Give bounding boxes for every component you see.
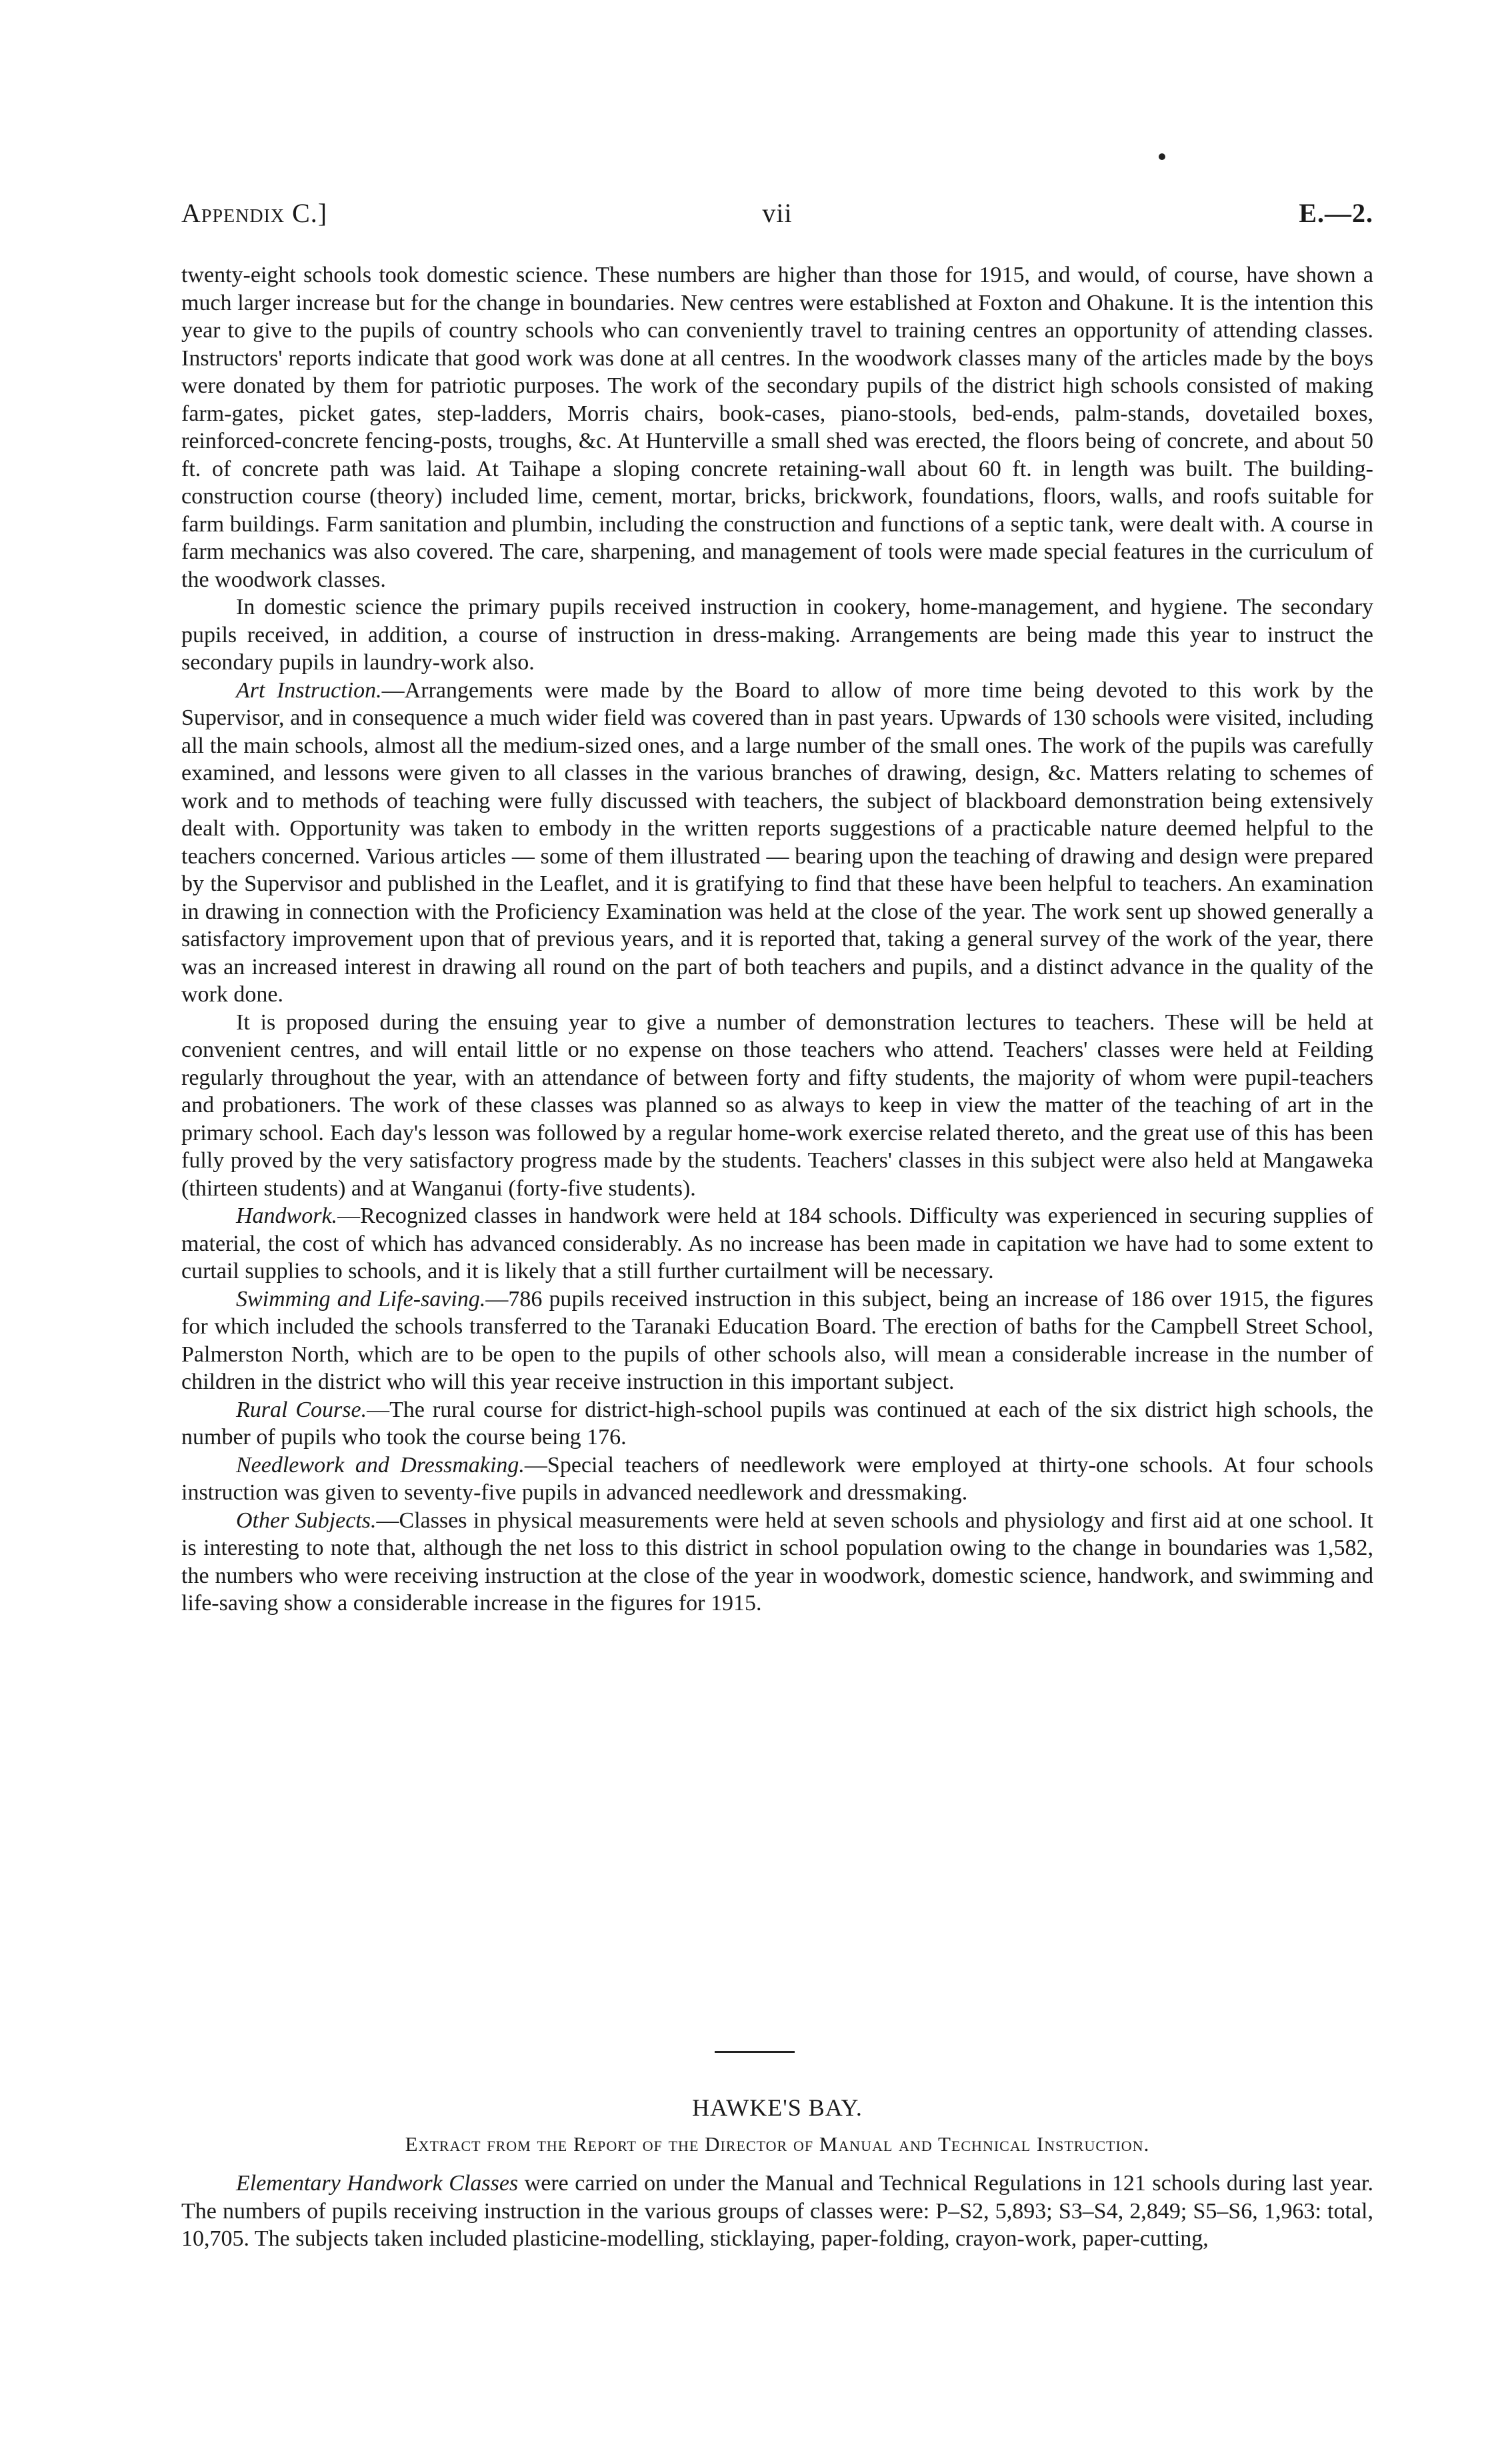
section-divider	[715, 2051, 795, 2053]
paragraph	[181, 593, 1373, 677]
stray-mark	[1159, 153, 1165, 160]
paragraph-heading: Other Subjects.	[236, 1508, 377, 1533]
paragraph-text: —The rural course for district-high-school pupils was continued at each of the six district high schools, the number of pupils who took the course being 176.	[181, 1397, 1373, 1450]
header-page-number: vii	[762, 198, 793, 228]
section-text	[181, 2170, 1373, 2253]
paragraph	[181, 261, 1373, 593]
paragraph	[181, 1009, 1373, 1203]
header-appendix: Appendix C.]	[181, 198, 328, 228]
paragraph-text: twenty-eight schools took domestic science. These numbers are higher than those for 1915, and would, of course, have shown a much larger increase but for the change in boundaries. New centres were established at Foxton and Ohakune. It is the intention this year to give to the pupils of country schools who can conveniently travel to training centres an opportunity of attending classes. Instructors' reports indicate that good work was done at all centres. In the woodwork classes many of the articles made by the boys were donated by them for patriotic purposes. The work of the secondary pupils of the district high schools consisted of making farm-gates, picket gates, step-ladders, Morris chairs, book-cases, piano-stools, bed-ends, palm-stands, dovetailed boxes, reinforced-concrete fencing-posts, troughs, &c. At Hunterville a small shed was erected, the floors being of concrete, and about 50 ft. of concrete path was laid. At Taihape a sloping concrete retaining-wall about 60 ft. in length was built. The building-construction course (theory) included lime, cement, mortar, bricks, brickwork, foundations, floors, walls, and roofs suitable for farm buildings. Farm sanitation and plumbin, including the construction and functions of a septic tank, were dealt with. A course in farm mechanics was also covered. The care, sharpening, and management of tools were made special features in the curriculum of the woodwork classes.	[181, 263, 1373, 592]
section-title: HAWKE'S BAY.	[692, 2094, 863, 2121]
paragraph	[181, 1286, 1373, 1396]
main-text	[181, 261, 1373, 1618]
paragraph-text: In domestic science the primary pupils received instruction in cookery, home-management, and hygiene. The secondary pupils received, in addition, a course of instruction in dress-making. Arrangements are being made this year to instruct the secondary pupils in laundry-work also.	[181, 595, 1373, 675]
paragraph	[181, 677, 1373, 1009]
paragraph-heading: Handwork.	[236, 1203, 338, 1228]
header-report-code: E.—2.	[1299, 198, 1373, 228]
paragraph-text: —Classes in physical measurements were held at seven schools and physiology and first aid at one school. It is interesting to note that, although the net loss to this district in school population owing to the change in boundaries was 1,582, the numbers who were receiving instruction at the close of the year in woodwork, domestic science, handwork, and swimming and life-saving show a considerable increase in the figures for 1915.	[181, 1508, 1373, 1616]
paragraph-text: were carried on under the Manual and Technical Regulations in 121 schools during last year. The numbers of pupils receiving instruction in the various groups of classes were: P–S2, 5,893; S3–S4, 2,849; S5–S6, 1,963: total, 10,705. The subjects taken included plasticine-modelling, sticklaying, paper-folding, crayon-work, paper-cutting,	[181, 2171, 1373, 2251]
paragraph-text: —Recognized classes in handwork were held at 184 schools. Difficulty was experienced in securing supplies of material, the cost of which has advanced considerably. As no increase has been made in capitation we have had to some extent to curtail supplies to schools, and it is likely that a still further curtailment will be necessary.	[181, 1203, 1373, 1284]
paragraph	[181, 2170, 1373, 2253]
paragraph-heading: Art Instruction.	[236, 677, 382, 703]
paragraph-text: —Special teachers of needlework were employed at thirty-one schools. At four schools instruction was given to seventy-five pupils in advanced needlework and dressmaking.	[181, 1452, 1373, 1505]
paragraph-heading: Rural Course.	[236, 1397, 367, 1422]
paragraph	[181, 1452, 1373, 1507]
paragraph-heading: Elementary Handwork Classes	[236, 2171, 519, 2196]
paragraph-heading: Needlework and Dressmaking.	[236, 1452, 525, 1478]
paragraph	[181, 1507, 1373, 1618]
section-subtitle: Extract from the Report of the Director of Manual and Technical Instruction.	[405, 2132, 1150, 2156]
paragraph-text: It is proposed during the ensuing year to give a number of demonstration lectures to teachers. These will be held at convenient centres, and will entail little or no expense on those teachers who attend. Teachers' classes were held at Feilding regularly throughout the year, with an attendance of between forty and fifty students, the majority of whom were pupil-teachers and probationers. The work of these classes was planned so as always to keep in view the matter of the teaching of art in the primary school. Each day's lesson was followed by a regular home-work exercise related thereto, and the great use of this has been fully proved by the very satisfactory progress made by the students. Teachers' classes in this subject were also held at Mangaweka (thirteen students) and at Wanganui (forty-five students).	[181, 1009, 1373, 1201]
paragraph	[181, 1202, 1373, 1286]
paragraph-text: —786 pupils received instruction in this subject, being an increase of 186 over 1915, the figures for which included the schools transferred to the Taranaki Education Board. The erection of baths for the Campbell Street School, Palmerston North, which are to be open to the pupils of other schools also, will mean a considerable increase in the number of children in the district who will this year receive instruction in this important subject.	[181, 1286, 1373, 1394]
page-header	[181, 197, 1373, 237]
paragraph-heading: Swimming and Life-saving.	[236, 1286, 486, 1312]
paragraph-text: —Arrangements were made by the Board to allow of more time being devoted to this work by the Supervisor, and in consequence a much wider field was covered than in past years. Upwards of 130 schools were visited, including all the main schools, almost all the medium-sized ones, and a large number of the small ones. The work of the pupils was carefully examined, and lessons were given to all classes in the various branches of drawing, design, &c. Matters relating to schemes of work and to methods of teaching were fully discussed with teachers, the subject of blackboard demonstration being extensively dealt with. Opportunity was taken to embody in the written reports suggestions of a practicable nature deemed helpful to the teachers concerned. Various articles — some of them illustrated — bearing upon the teaching of drawing and design were prepared by the Supervisor and published in the Leaflet, and it is gratifying to find that these have been helpful to teachers. An examination in drawing in connection with the Proficiency Examination was held at the close of the year. The work sent up showed generally a satisfactory improvement upon that of previous years, and it is reported that, taking a general survey of the work of the year, there was an increased interest in drawing all round on the part of both teachers and pupils, and a distinct advance in the quality of the work done.	[181, 677, 1373, 1007]
paragraph	[181, 1396, 1373, 1452]
